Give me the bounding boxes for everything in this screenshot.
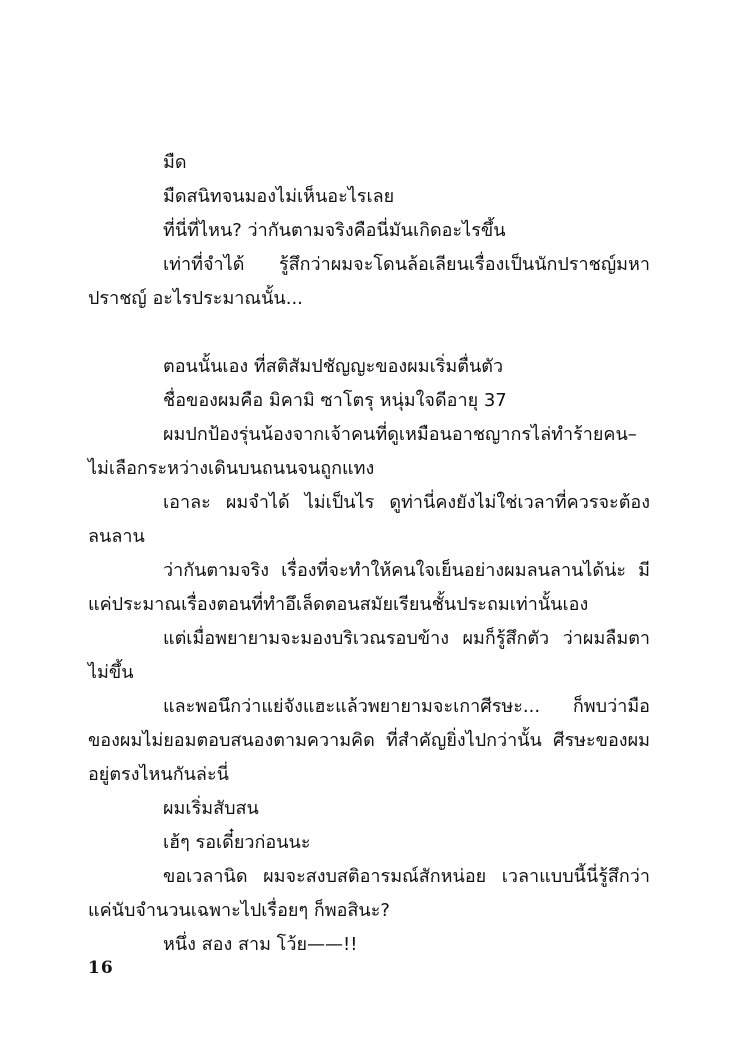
paragraph: ตอนนั้นเอง ที่สติสัมปชัญญะของผมเริ่มตื่นตัว: [163, 356, 504, 377]
paragraph: และพอนึกว่าแย่จังแฮะแล้วพยายามจะเกาศีรษะ... ก็พบว่ามือของผมไม่ยอมตอบสนองตามความคิด ที่สำคัญยิ่งไปกว่านั้น ศีรษะของผมอยู่ตรงไหนกันล่ะนี่: [88, 696, 650, 785]
body-text: [88, 146, 650, 962]
paragraph: มืดสนิทจนมองไม่เห็นอะไรเลย: [163, 186, 395, 207]
paragraph: ที่นี่ที่ไหน? ว่ากันตามจริงคือนี่มันเกิดอะไรขึ้น: [163, 220, 506, 241]
paragraph: แต่เมื่อพยายามจะมองบริเวณรอบข้าง ผมก็รู้สึกตัว ว่าผมลืมตาไม่ขึ้น: [88, 628, 650, 683]
paragraph: ชื่อของผมคือ มิคามิ ซาโตรุ หนุ่มใจดีอายุ 37: [163, 390, 507, 411]
section-gap: [88, 316, 650, 350]
paragraph: ผมปกป้องรุ่นน้องจากเจ้าคนที่ดูเหมือนอาชญากรไล่ทำร้ายคน–ไม่เลือกระหว่างเดินบนถนนจนถูกแทง: [88, 424, 637, 479]
paragraph: ผมเริ่มสับสน: [163, 798, 259, 819]
paragraph: ว่ากันตามจริง เรื่องที่จะทำให้คนใจเย็นอย่างผมลนลานได้น่ะ มีแค่ประมาณเรื่องตอนที่ทำอึเล็ดตอนสมัยเรียนชั้นประถมเท่านั้นเอง: [88, 560, 650, 615]
paragraph: หนึ่ง สอง สาม โว้ย——!!: [163, 934, 358, 955]
paragraph: เอาละ ผมจำได้ ไม่เป็นไร ดูท่านี่คงยังไม่ใช่เวลาที่ควรจะต้องลนลาน: [88, 492, 650, 547]
paragraph: มืด: [163, 152, 187, 173]
paragraph: เฮ้ๆ รอเดี๋ยวก่อนนะ: [163, 832, 311, 853]
page-number: 16: [88, 958, 114, 978]
paragraph: เท่าที่จำได้ รู้สึกว่าผมจะโดนล้อเลียนเรื่องเป็นนักปราชญ์มหาปราชญ์ อะไรประมาณนั้น...: [88, 254, 650, 309]
paragraph: ขอเวลานิด ผมจะสงบสติอารมณ์สักหน่อย เวลาแบบนี้นี่รู้สึกว่าแค่นับจำนวนเฉพาะไปเรื่อยๆ ก็พอสินะ?: [88, 866, 650, 921]
